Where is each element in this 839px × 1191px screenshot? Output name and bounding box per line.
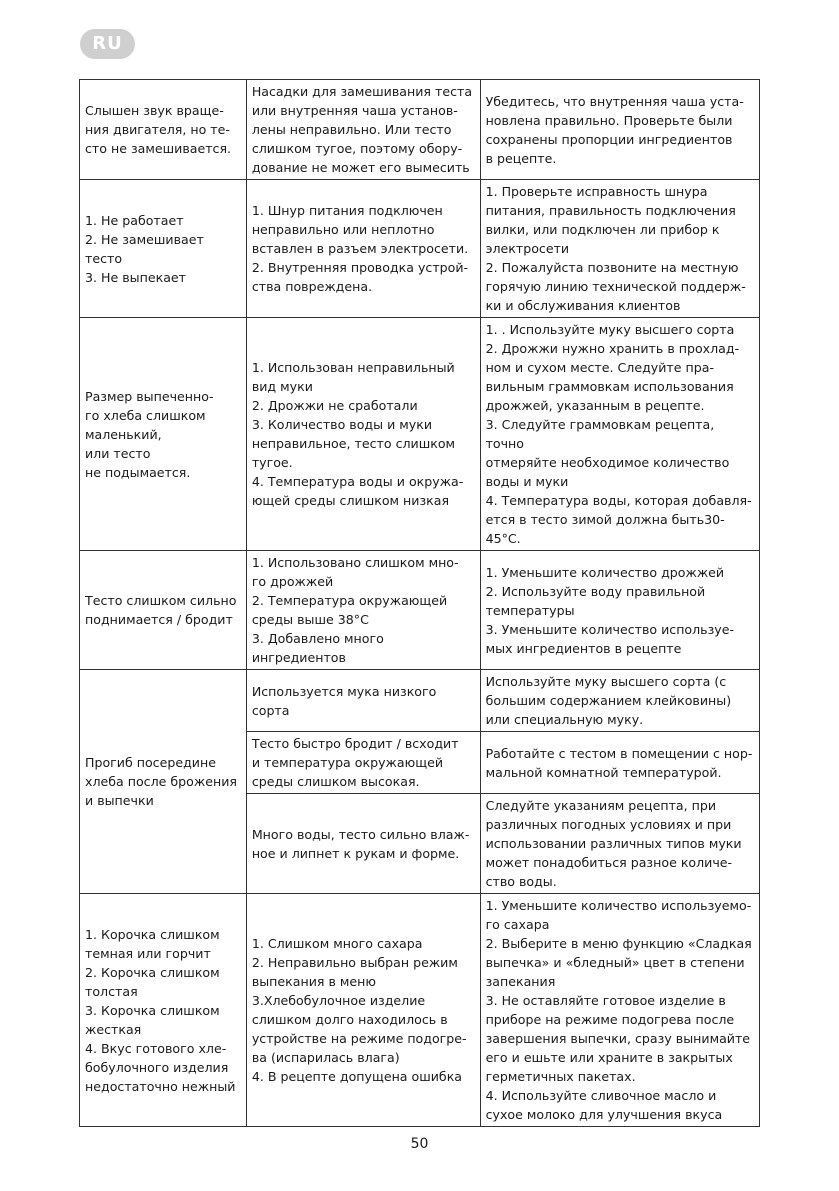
cause-cell: Много воды, тесто сильно влаж- ное и липнет к рукам и форме. (246, 794, 480, 894)
cause-cell: 1. Слишком много сахара 2. Неправильно выбран режим выпекания в меню 3.Хлебобулочное изделие слишком долго находилось в устройстве на режиме подогре- ва (испарилась влага) 4. В рецепте допущена ошибка (246, 894, 480, 1127)
solution-cell: 1. Проверьте исправность шнура питания, правильность подключения вилки, или подключен ли прибор к электросети 2. Пожалуйста позвоните на местную горячую линию технической поддерж- ки и обслуживания клиентов (480, 180, 759, 318)
solution-cell: Убедитесь, что внутренняя чаша уста- новлена правильно. Проверьте были сохранены пропорции ингредиентов в рецепте. (480, 80, 759, 180)
cause-cell: Насадки для замешивания теста или внутренняя чаша установ- лены неправильно. Или тесто слишком тугое, поэтому обору- дование не может его вымесить (246, 80, 480, 180)
solution-cell: Используйте муку высшего сорта (с большим содержанием клейковины) или специальную муку. (480, 670, 759, 732)
cause-cell: 1. Использовано слишком мно- го дрожжей 2. Температура окружающей среды выше 38°С 3. Добавлено много ингредиентов (246, 551, 480, 670)
cause-cell: Используется мука низкого сорта (246, 670, 480, 732)
table-row (80, 670, 760, 732)
language-badge: RU (80, 29, 135, 59)
problem-cell: Размер выпеченно- го хлеба слишком маленький, или тесто не подымается. (80, 318, 247, 551)
problem-cell: 1. Корочка слишком темная или горчит 2. Корочка слишком толстая 3. Корочка слишком жесткая 4. Вкус готового хле- бобулочного изделия недостаточно нежный (80, 894, 247, 1127)
table-row (80, 551, 760, 670)
problem-cell: Слышен звук враще- ния двигателя, но те- сто не замешивается. (80, 80, 247, 180)
solution-cell: 1. Уменьшите количество дрожжей 2. Используйте воду правильной температуры 3. Уменьшите количество используе- мых ингредиентов в рецепте (480, 551, 759, 670)
solution-cell: 1. Уменьшите количество используемо- го сахара 2. Выберите в меню функцию «Сладкая выпечка» и «бледный» цвет в степени запекания 3. Не оставляйте готовое изделие в приборе на режиме подогрева после завершения выпечки, сразу вынимайте его и ешьте или храните в закрытых герметичных пакетах. 4. Используйте сливочное масло и сухое молоко для улучшения вкуса (480, 894, 759, 1127)
table-body (80, 80, 760, 1127)
table-row (80, 80, 760, 180)
solution-cell: Работайте с тестом в помещении с нор- мальной комнатной температурой. (480, 732, 759, 794)
table-row (80, 894, 760, 1127)
cause-cell: 1. Шнур питания подключен неправильно или неплотно вставлен в разъем электросети. 2. Внутренняя проводка устрой- ства повреждена. (246, 180, 480, 318)
solution-cell: Следуйте указаниям рецепта, при различных погодных условиях и при использовании различных типов муки может понадобиться разное количе- ство воды. (480, 794, 759, 894)
page-number: 50 (410, 1136, 429, 1152)
table-row (80, 180, 760, 318)
solution-cell: 1. . Используйте муку высшего сорта 2. Дрожжи нужно хранить в прохлад- ном и сухом месте. Следуйте пра- вильным граммовкам использования дрожжей, указанным в рецепте. 3. Следуйте граммовкам рецепта, точно отмеряйте необходимое количество воды и муки 4. Температура воды, которая добавля- ется в тесто зимой должна быть30-45°С. (480, 318, 759, 551)
cause-cell: Тесто быстро бродит / всходит и температура окружающей среды слишком высокая. (246, 732, 480, 794)
cause-cell: 1. Использован неправильный вид муки 2. Дрожжи не сработали 3. Количество воды и муки неправильное, тесто слишком тугое. 4. Температура воды и окружа- ющей среды слишком низкая (246, 318, 480, 551)
problem-cell: Тесто слишком сильно поднимается / бродит (80, 551, 247, 670)
table-row (80, 318, 760, 551)
problem-cell: 1. Не работает 2. Не замешивает тесто 3. Не выпекает (80, 180, 247, 318)
problem-cell: Прогиб посередине хлеба после брожения и выпечки (80, 670, 247, 894)
troubleshooting-table (79, 79, 760, 1127)
